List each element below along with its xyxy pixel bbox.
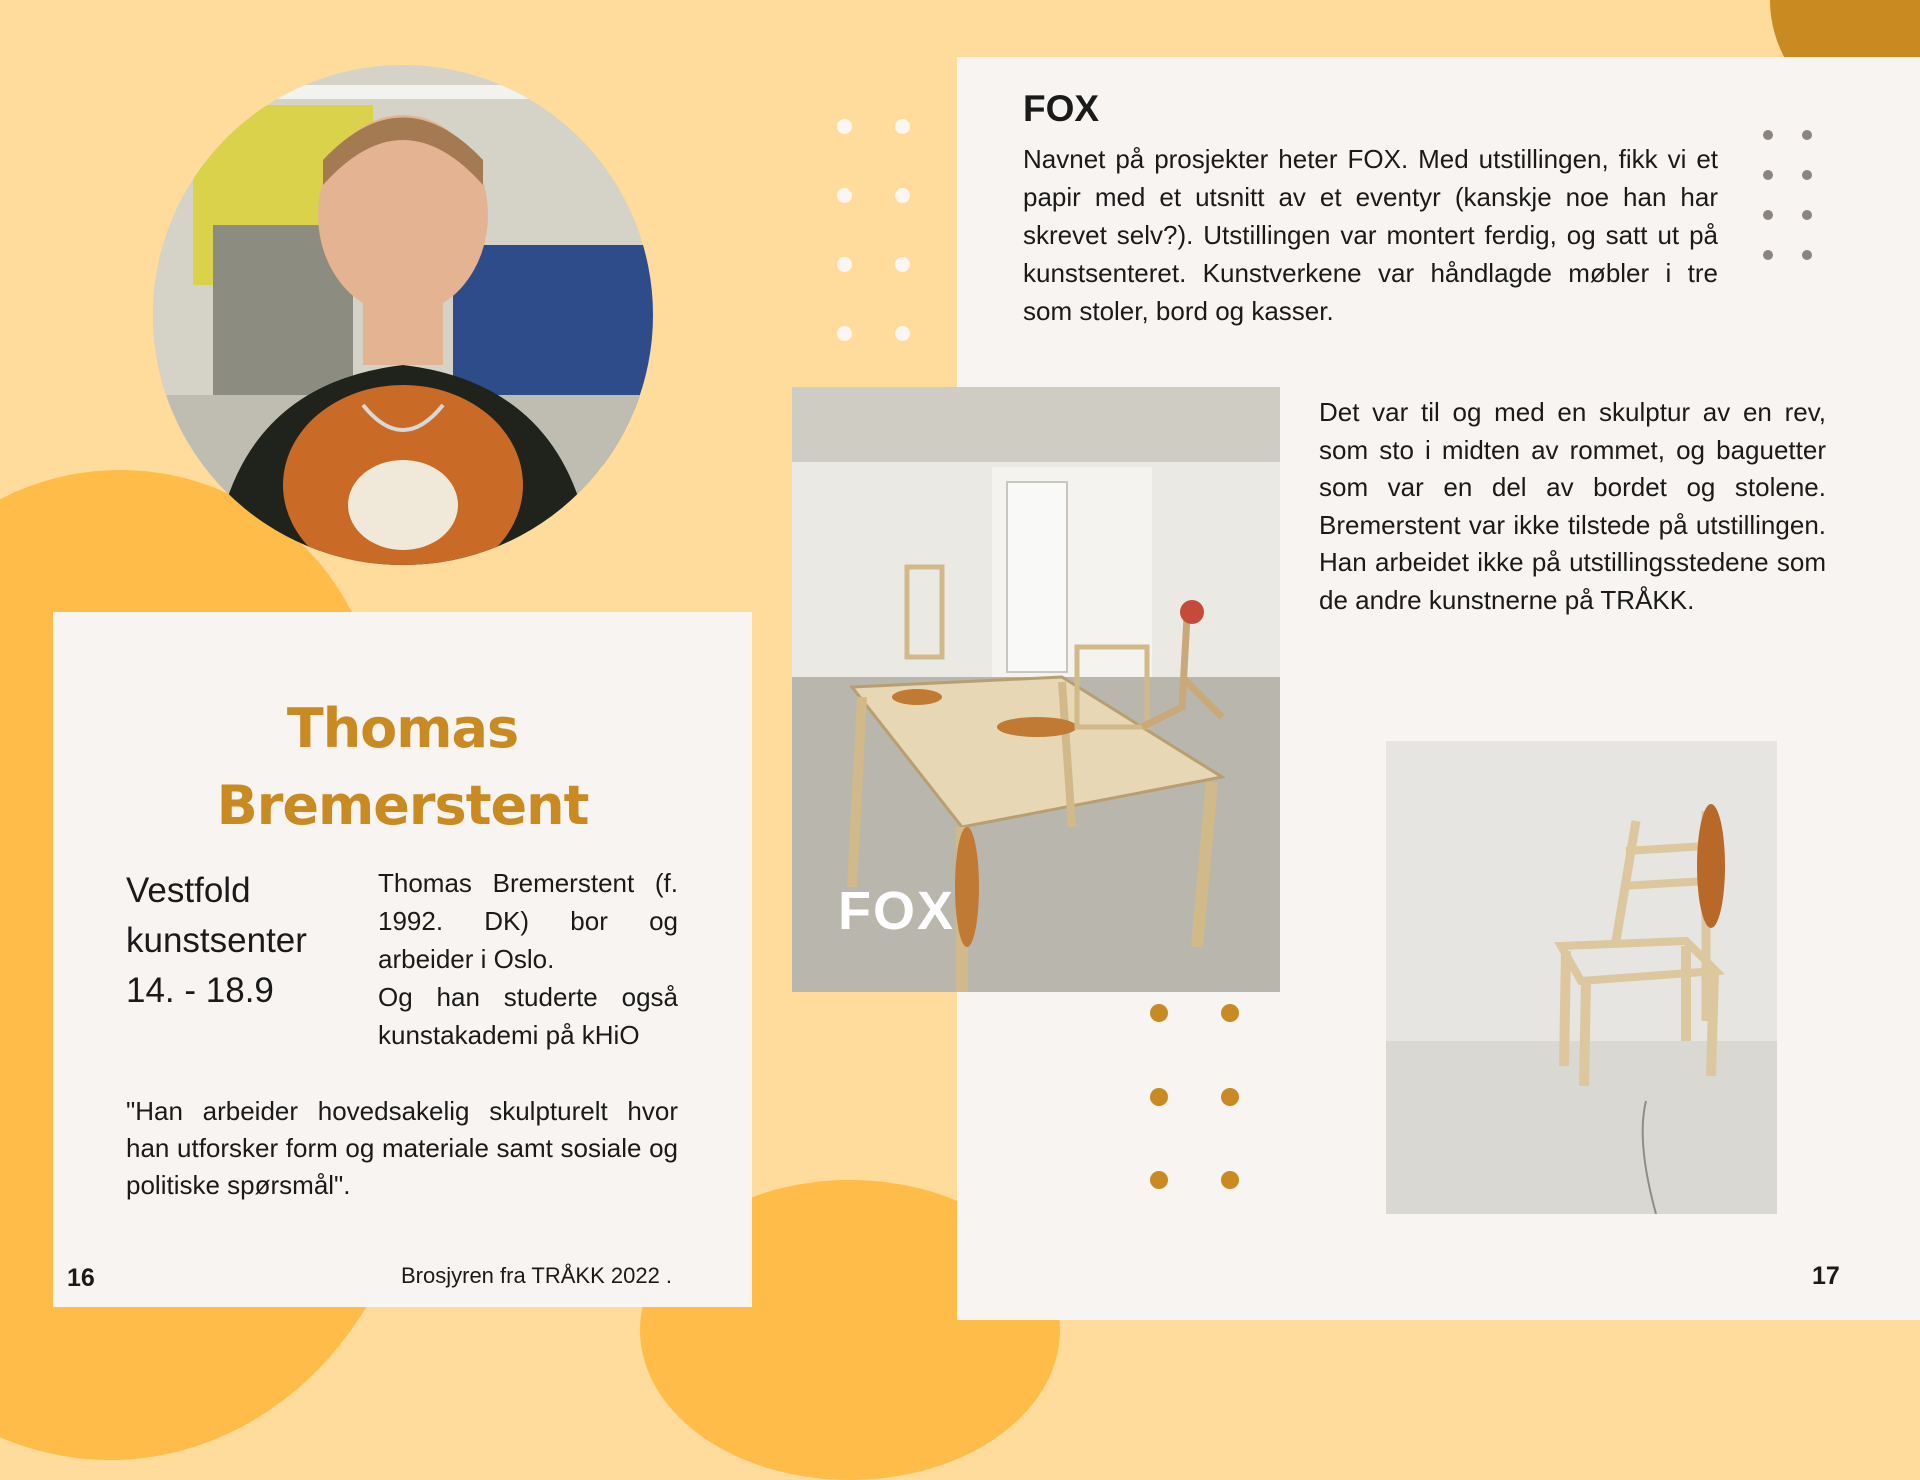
artist-name-line1: Thomas xyxy=(286,697,519,760)
artist-bio xyxy=(378,864,678,1054)
page-number-left: 16 xyxy=(67,1264,95,1292)
decorative-dot xyxy=(895,119,910,134)
decorative-dot xyxy=(1802,250,1812,260)
decorative-dot xyxy=(1150,1088,1168,1106)
decorative-dot xyxy=(1221,1171,1239,1189)
decorative-dot xyxy=(837,119,852,134)
artist-name-line2: Bremerstent xyxy=(216,774,589,837)
artist-bio-text: Thomas Bremerstent (f. 1992. DK) bor og arbeider i Oslo. xyxy=(378,868,678,974)
decorative-dot xyxy=(1150,1004,1168,1022)
portrait-illustration xyxy=(153,65,653,565)
decorative-dot xyxy=(895,326,910,341)
decorative-dot xyxy=(1802,130,1812,140)
decorative-dot xyxy=(1802,210,1812,220)
decorative-dot xyxy=(837,188,852,203)
decorative-dot xyxy=(895,257,910,272)
chair-sculpture-photo xyxy=(1386,741,1777,1214)
venue-name-line1: Vestfold xyxy=(126,871,251,910)
decorative-dot xyxy=(1221,1004,1239,1022)
venue-info xyxy=(126,866,376,1016)
fox-heading: FOX xyxy=(1023,88,1100,129)
decorative-dot xyxy=(1802,170,1812,180)
decorative-dot xyxy=(1763,170,1773,180)
fox-intro-text: Navnet på prosjekter heter FOX. Med utstillingen, fikk vi et papir med et utsnitt av et eventyr (kanskje noe han har skrevet selv?). Utstillingen var montert ferdig, og satt ut på kunstsenteret. Kunstverkene var håndlagde møbler i tre som stoler, bord og kasser. xyxy=(1023,144,1718,326)
brochure-footer: Brosjyren fra TRÅKK 2022 . xyxy=(401,1263,673,1288)
photo-caption: FOX xyxy=(838,881,956,941)
page-number-right: 17 xyxy=(1812,1262,1840,1290)
decorative-dot xyxy=(837,257,852,272)
decorative-dot xyxy=(837,326,852,341)
decorative-dot xyxy=(895,188,910,203)
decorative-dot xyxy=(1763,130,1773,140)
fox-description-text: Det var til og med en skulptur av en rev, som sto i midten av rommet, og baguetter som var en del av bordet og stolene. Bremerstent var ikke tilstede på utstillingen. Han arbeidet ikke på utstillingsstedene som de andre kunstnerne på TRÅKK. xyxy=(1319,397,1826,615)
venue-name-line2: kunstsenter xyxy=(126,921,307,960)
artist-portrait-photo xyxy=(153,65,653,565)
decorative-dot xyxy=(1150,1171,1168,1189)
artist-quote: "Han arbeider hovedsakelig skulpturelt hvor han utforsker form og materiale samt sosiale og politiske spørsmål". xyxy=(126,1096,678,1200)
decorative-dot xyxy=(1221,1088,1239,1106)
chair-illustration xyxy=(1386,741,1777,1214)
artist-bio-text-2: Og han studerte også kunstakademi på kHiO xyxy=(378,982,678,1050)
decorative-dot xyxy=(1763,210,1773,220)
decorative-dot xyxy=(1763,250,1773,260)
venue-dates: 14. - 18.9 xyxy=(126,971,274,1010)
